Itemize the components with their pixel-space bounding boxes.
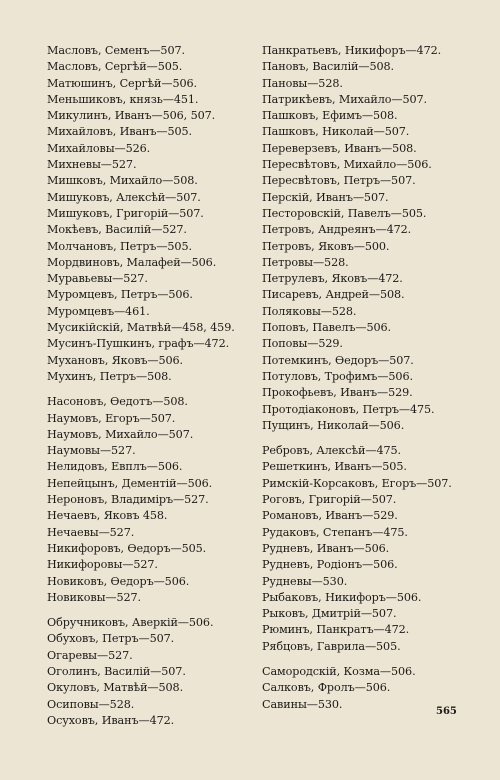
index-entry: Наумовы—527. xyxy=(47,444,136,458)
index-entry: Молчановъ, Петръ—505. xyxy=(47,239,192,253)
index-entry: Рыковъ, Дмитрій—507. xyxy=(262,607,397,621)
index-entry: Михайловы—526. xyxy=(47,141,151,155)
index-entry: Микулинъ, Иванъ—506, 507. xyxy=(47,109,216,123)
index-entry: Осуховъ, Иванъ—472. xyxy=(47,713,175,727)
index-entry: Мухинъ, Петръ—508. xyxy=(47,369,172,383)
index-entry: Мусинъ-Пушкинъ, графъ—472. xyxy=(47,337,230,351)
index-entry: Окуловъ, Матвѣй—508. xyxy=(47,681,184,695)
index-entry: Поповъ, Павелъ—506. xyxy=(262,321,391,335)
index-entry: Масловъ, Семенъ—507. xyxy=(47,44,185,57)
index-entry: Потуловъ, Трофимъ—506. xyxy=(262,369,413,383)
index-entry: Муравьевы—527. xyxy=(47,272,148,286)
index-entry: Нечаевы—527. xyxy=(47,525,135,539)
index-entry: Непейцынъ, Дементій—506. xyxy=(47,476,213,490)
index-entry: Петровы—528. xyxy=(262,255,349,269)
index-entry: Наумовъ, Михайло—507. xyxy=(47,427,194,441)
index-entry: Поляковы—528. xyxy=(262,304,357,318)
index-entry: Нечаевъ, Яковъ 458. xyxy=(47,509,168,523)
index-entry: Римскій-Корсаковъ, Егоръ—507. xyxy=(262,476,452,490)
index-entry: Мокѣевъ, Василій—527. xyxy=(47,223,187,237)
index-entry: Меньшиковъ, князь—451. xyxy=(47,92,199,106)
index-group xyxy=(47,615,277,729)
index-entry: Михневы—527. xyxy=(47,158,137,172)
index-entry: Рюминъ, Панкратъ—472. xyxy=(262,623,410,637)
index-entry: Новиковы—527. xyxy=(47,590,141,604)
index-entry: Роговъ, Григорій—507. xyxy=(262,493,397,507)
index-entry: Поповы—529. xyxy=(262,337,343,351)
index-entry: Петровъ, Андреянъ—472. xyxy=(262,223,412,237)
index-entry: Савины—530. xyxy=(262,697,343,711)
index-entry: Решеткинъ, Иванъ—505. xyxy=(262,460,407,474)
index-entry: Обуховъ, Петръ—507. xyxy=(47,632,175,646)
index-entry: Салковъ, Фролъ—506. xyxy=(262,681,391,695)
index-group xyxy=(262,664,492,713)
index-entry: Мишуковъ, Григорій—507. xyxy=(47,206,204,220)
index-group xyxy=(47,394,277,606)
index-entry: Самородскій, Козма—506. xyxy=(262,664,416,678)
index-entry: Ребровъ, Алексѣй—475. xyxy=(262,444,401,458)
index-entry: Оголинъ, Василій—507. xyxy=(47,664,186,678)
index-entry: Нелидовъ, Евплъ—506. xyxy=(47,460,183,474)
index-entry: Протодіаконовъ, Петръ—475. xyxy=(262,402,435,416)
index-entry: Мухановъ, Яковъ—506. xyxy=(47,353,184,367)
index-entry: Петрулевъ, Яковъ—472. xyxy=(262,272,403,286)
page-number: 565 xyxy=(436,706,457,717)
index-group xyxy=(262,43,492,434)
index-entry: Мусикійскій, Матвѣй—458, 459. xyxy=(47,321,235,335)
index-entry: Петровъ, Яковъ—500. xyxy=(262,239,390,253)
index-entry: Осиповы—528. xyxy=(47,697,135,711)
index-entry: Патрикѣевъ, Михайло—507. xyxy=(262,92,428,106)
index-entry: Пановъ, Василій—508. xyxy=(262,60,394,74)
index-entry: Мишуковъ, Алексѣй—507. xyxy=(47,190,201,204)
index-entry: Писаревъ, Андрей—508. xyxy=(262,288,405,302)
index-entry: Прокофьевъ, Иванъ—529. xyxy=(262,386,413,400)
index-entry: Рудневы—530. xyxy=(262,574,348,588)
index-entry: Рябцовъ, Гаврила—505. xyxy=(262,639,401,653)
index-entry: Пашковъ, Ефимъ—508. xyxy=(262,109,398,123)
index-entry: Переверзевъ, Иванъ—508. xyxy=(262,141,417,155)
index-entry: Муромцевъ—461. xyxy=(47,304,150,318)
index-entry: Пашковъ, Николай—507. xyxy=(262,125,410,139)
index-entry: Потемкинъ, Ѳедоръ—507. xyxy=(262,353,414,367)
index-entry: Панкратьевъ, Никифоръ—472. xyxy=(262,44,442,57)
index-entry: Наумовъ, Егоръ—507. xyxy=(47,411,176,425)
index-group xyxy=(47,43,277,385)
right-column xyxy=(262,43,492,713)
index-entry: Новиковъ, Ѳедоръ—506. xyxy=(47,574,190,588)
index-entry: Рудневъ, Родіонъ—506. xyxy=(262,558,398,572)
index-entry: Рудаковъ, Степанъ—475. xyxy=(262,525,408,539)
index-entry: Никифоровы—527. xyxy=(47,558,158,572)
index-entry: Огаревы—527. xyxy=(47,648,133,662)
index-entry: Масловъ, Сергѣй—505. xyxy=(47,60,183,74)
index-entry: Перскій, Иванъ—507. xyxy=(262,190,389,204)
index-entry: Мишковъ, Михайло—508. xyxy=(47,174,198,188)
index-entry: Никифоровъ, Ѳедоръ—505. xyxy=(47,541,207,555)
index-entry: Песторовскій, Павелъ—505. xyxy=(262,206,427,220)
index-entry: Пересвѣтовъ, Петръ—507. xyxy=(262,174,416,188)
index-entry: Нероновъ, Владиміръ—527. xyxy=(47,493,209,507)
index-entry: Романовъ, Иванъ—529. xyxy=(262,509,398,523)
index-entry: Михайловъ, Иванъ—505. xyxy=(47,125,193,139)
index-entry: Матюшинъ, Сергѣй—506. xyxy=(47,76,198,90)
index-entry: Рудневъ, Иванъ—506. xyxy=(262,541,390,555)
index-entry: Пановы—528. xyxy=(262,76,343,90)
index-entry: Насоновъ, Ѳедотъ—508. xyxy=(47,395,188,409)
index-group xyxy=(262,443,492,655)
index-entry: Мордвиновъ, Малафей—506. xyxy=(47,255,217,269)
index-entry: Обручниковъ, Аверкій—506. xyxy=(47,616,214,630)
index-entry: Муромцевъ, Петръ—506. xyxy=(47,288,193,302)
index-entry: Пересвѣтовъ, Михайло—506. xyxy=(262,158,432,172)
left-column xyxy=(47,43,277,729)
index-entry: Рыбаковъ, Никифоръ—506. xyxy=(262,590,422,604)
index-entry: Пущинъ, Николай—506. xyxy=(262,418,405,432)
